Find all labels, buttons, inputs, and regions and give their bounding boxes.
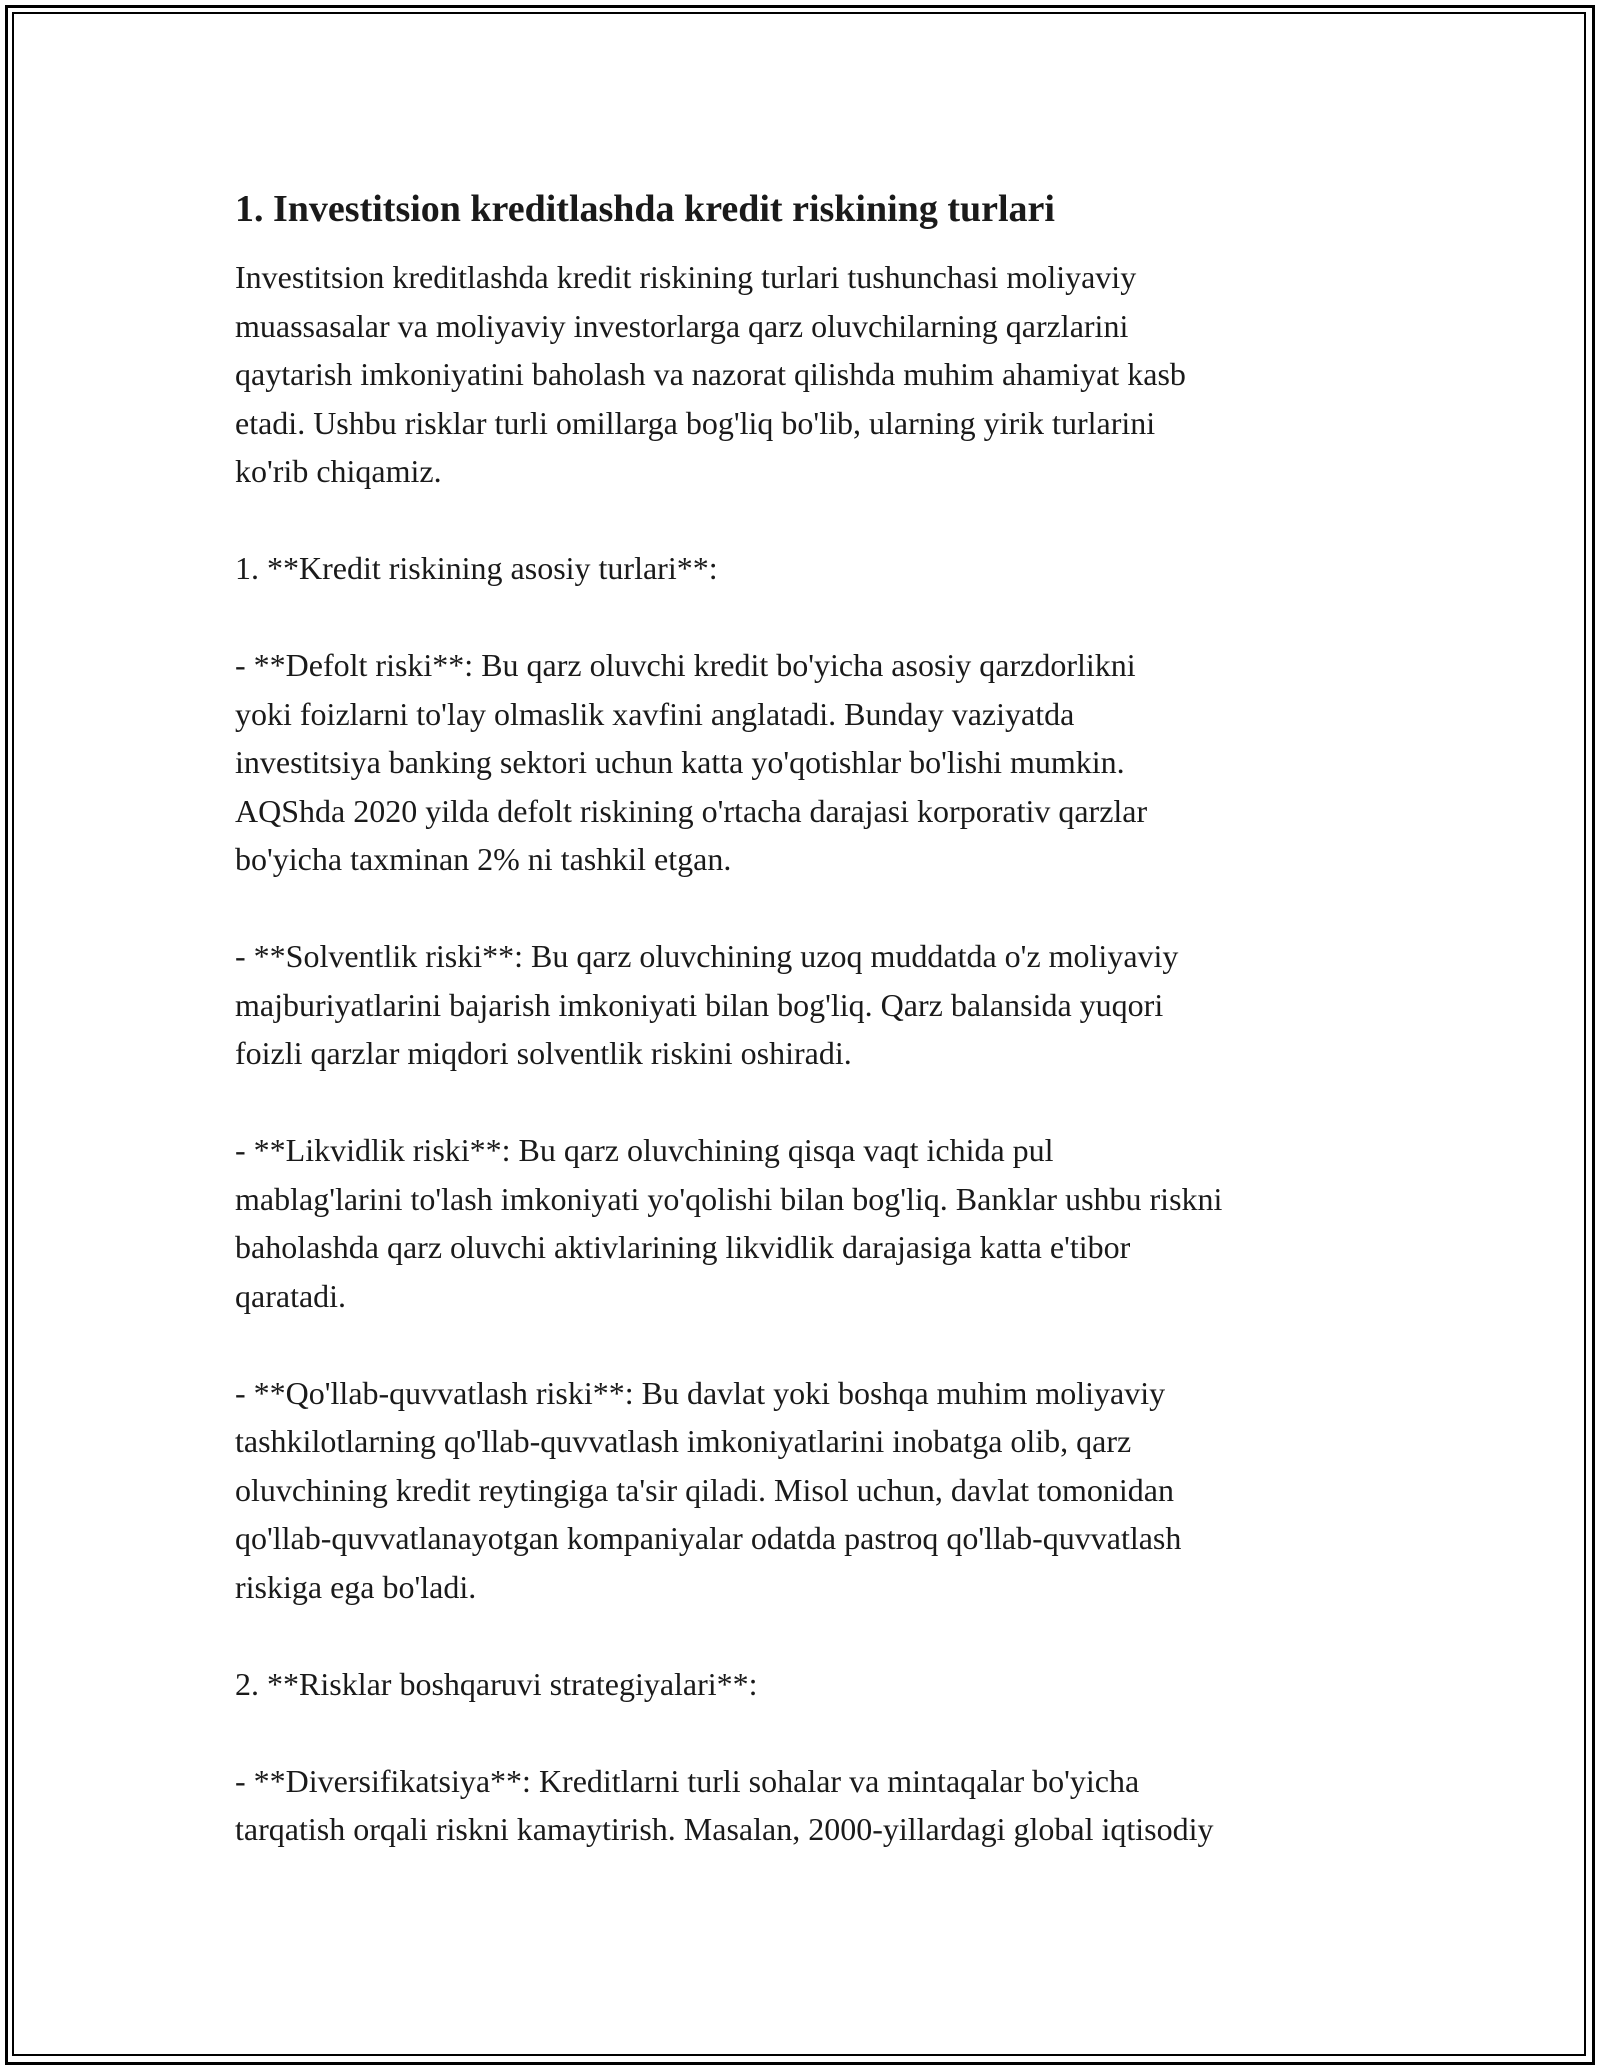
paragraph-spacer [235,1078,1380,1127]
paragraph-spacer [235,1611,1380,1660]
section-heading-risk-management: 2. **Risklar boshqaruvi strategiyalari**: [235,1665,758,1702]
list-item-diversification: - **Diversifikatsiya**: Kreditlarni turli sohalar va mintaqalar bo'yicha tarqatish orqali riskni kamaytirish. Masalan, 2000-yillardagi global iqtisodiy [235,1762,1214,1847]
list-item-support-risk: - **Qo'llab-quvvatlash riski**: Bu davlat yoki boshqa muhim moliyaviy tashkilotlarning qo'llab-quvvatlash imkoniyatlarini inobatga olib, qarz oluvchining kredit reytingiga ta'sir qiladi. Misol uchun, davlat tomonidan qo'llab-quvvatlanayotgan kompaniyalar odatda pastroq qo'llab-quvvatlash riskiga ega bo'ladi. [235,1374,1182,1605]
paragraph-spacer [235,884,1380,933]
document-body [235,185,1380,1854]
paragraph-spacer [235,1708,1380,1757]
paragraph-spacer [235,496,1380,545]
list-item-solvency-risk: - **Solventlik riski**: Bu qarz oluvchining uzoq muddatda o'z moliyaviy majburiyatlarini bajarish imkoniyati bilan bog'liq. Qarz balansida yuqori foizli qarzlar miqdori solventlik riskini oshiradi. [235,938,1179,1071]
paragraph-spacer [235,1320,1380,1369]
list-item-liquidity-risk: - **Likvidlik riski**: Bu qarz oluvchining qisqa vaqt ichida pul mablag'larini to'lash imkoniyati yo'qolishi bilan bog'liq. Banklar ushbu riskni baholashda qarz oluvchi aktivlarining likvidlik darajasiga katta e'tibor qaratadi. [235,1132,1223,1314]
paragraph-spacer [235,593,1380,642]
intro-paragraph: Investitsion kreditlashda kredit riskining turlari tushunchasi moliyaviy muassasalar va moliyaviy investorlarga qarz oluvchilarning qarzlarini qaytarish imkoniyatini baholash va nazorat qilishda muhim ahamiyat kasb etadi. Ushbu risklar turli omillarga bog'liq bo'lib, ularning yirik turlarini ko'rib chiqamiz. [235,259,1186,489]
list-item-default-risk: - **Defolt riski**: Bu qarz oluvchi kredit bo'yicha asosiy qarzdorlikni yoki foizlarni to'lay olmaslik xavfini anglatadi. Bunday vaziyatda investitsiya banking sektori uchun katta yo'qotishlar bo'lishi mumkin. AQShda 2020 yilda defolt riskining o'rtacha darajasi korporativ qarzlar bo'yicha taxminan 2% ni tashkil etgan. [235,647,1148,877]
section-heading-credit-risk-types: 1. **Kredit riskining asosiy turlari**: [235,550,718,586]
document-title: 1. Investitsion kreditlashda kredit riskining turlari [235,188,1055,230]
